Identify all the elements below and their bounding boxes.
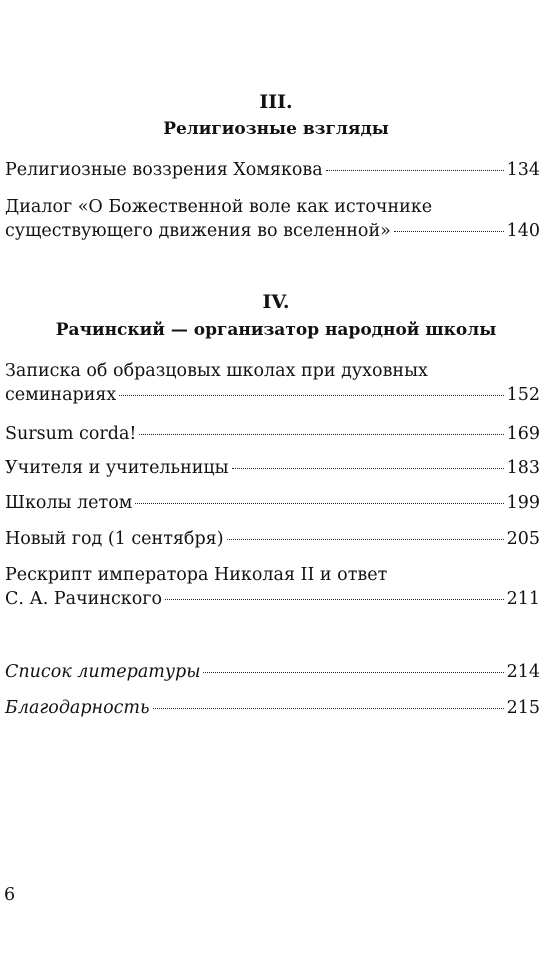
toc-entry-page: 215	[506, 698, 540, 718]
toc-entry-title-line1: Диалог «О Божественной воле как источнике	[5, 197, 433, 217]
toc-entry	[5, 491, 540, 515]
section-title: Религиозные взгляды	[163, 119, 389, 139]
dot-leader	[203, 672, 503, 673]
toc-entry	[5, 563, 540, 611]
dot-leader	[139, 434, 503, 435]
dot-leader	[326, 170, 504, 171]
page-number: 6	[4, 885, 16, 905]
dot-leader	[165, 599, 504, 600]
dot-leader	[135, 503, 503, 504]
toc-entry-page: 152	[506, 385, 540, 405]
toc-entry-title: существующего движения во вселенной»	[5, 221, 391, 241]
section-number: III.	[259, 91, 293, 113]
toc-entry-title: Список литературы	[5, 662, 201, 682]
toc-entry	[5, 660, 540, 684]
toc-entry-page: 169	[506, 424, 540, 444]
toc-entry-title: Учителя и учительницы	[5, 458, 229, 478]
toc-entry	[5, 456, 540, 480]
toc-entry	[5, 527, 540, 551]
dot-leader	[394, 231, 504, 232]
toc-entry-page: 183	[506, 458, 540, 478]
toc-entry-page: 205	[506, 529, 540, 549]
toc-entry-page: 214	[506, 662, 540, 682]
toc-entry-title: Религиозные воззрения Хомякова	[5, 160, 323, 180]
toc-entry-title: Школы летом	[5, 493, 133, 513]
toc-entry-title: семинариях	[5, 385, 117, 405]
toc-entry-title: Sursum corda!	[5, 424, 137, 444]
section-number: IV.	[262, 291, 290, 313]
toc-entry-page: 211	[506, 589, 540, 609]
toc-entry-page: 134	[506, 160, 540, 180]
toc-entry-title: Новый год (1 сентября)	[5, 529, 224, 549]
dot-leader	[232, 468, 504, 469]
toc-entry-title: Благодарность	[5, 698, 150, 718]
toc-entry	[5, 195, 540, 243]
toc-entry	[5, 359, 540, 407]
toc-entry-title-line1: Записка об образцовых школах при духовных	[5, 361, 428, 381]
section-title: Рачинский — организатор народной школы	[55, 320, 497, 340]
toc-entry	[5, 422, 540, 446]
toc-entry	[5, 158, 540, 182]
toc-entry-title-line1: Рескрипт императора Николая II и ответ	[5, 565, 388, 585]
toc-entry	[5, 696, 540, 720]
dot-leader	[227, 539, 504, 540]
toc-entry-title: С. А. Рачинского	[5, 589, 162, 609]
dot-leader	[119, 395, 503, 396]
toc-entry-page: 199	[506, 493, 540, 513]
toc-entry-page: 140	[506, 221, 540, 241]
dot-leader	[153, 708, 504, 709]
